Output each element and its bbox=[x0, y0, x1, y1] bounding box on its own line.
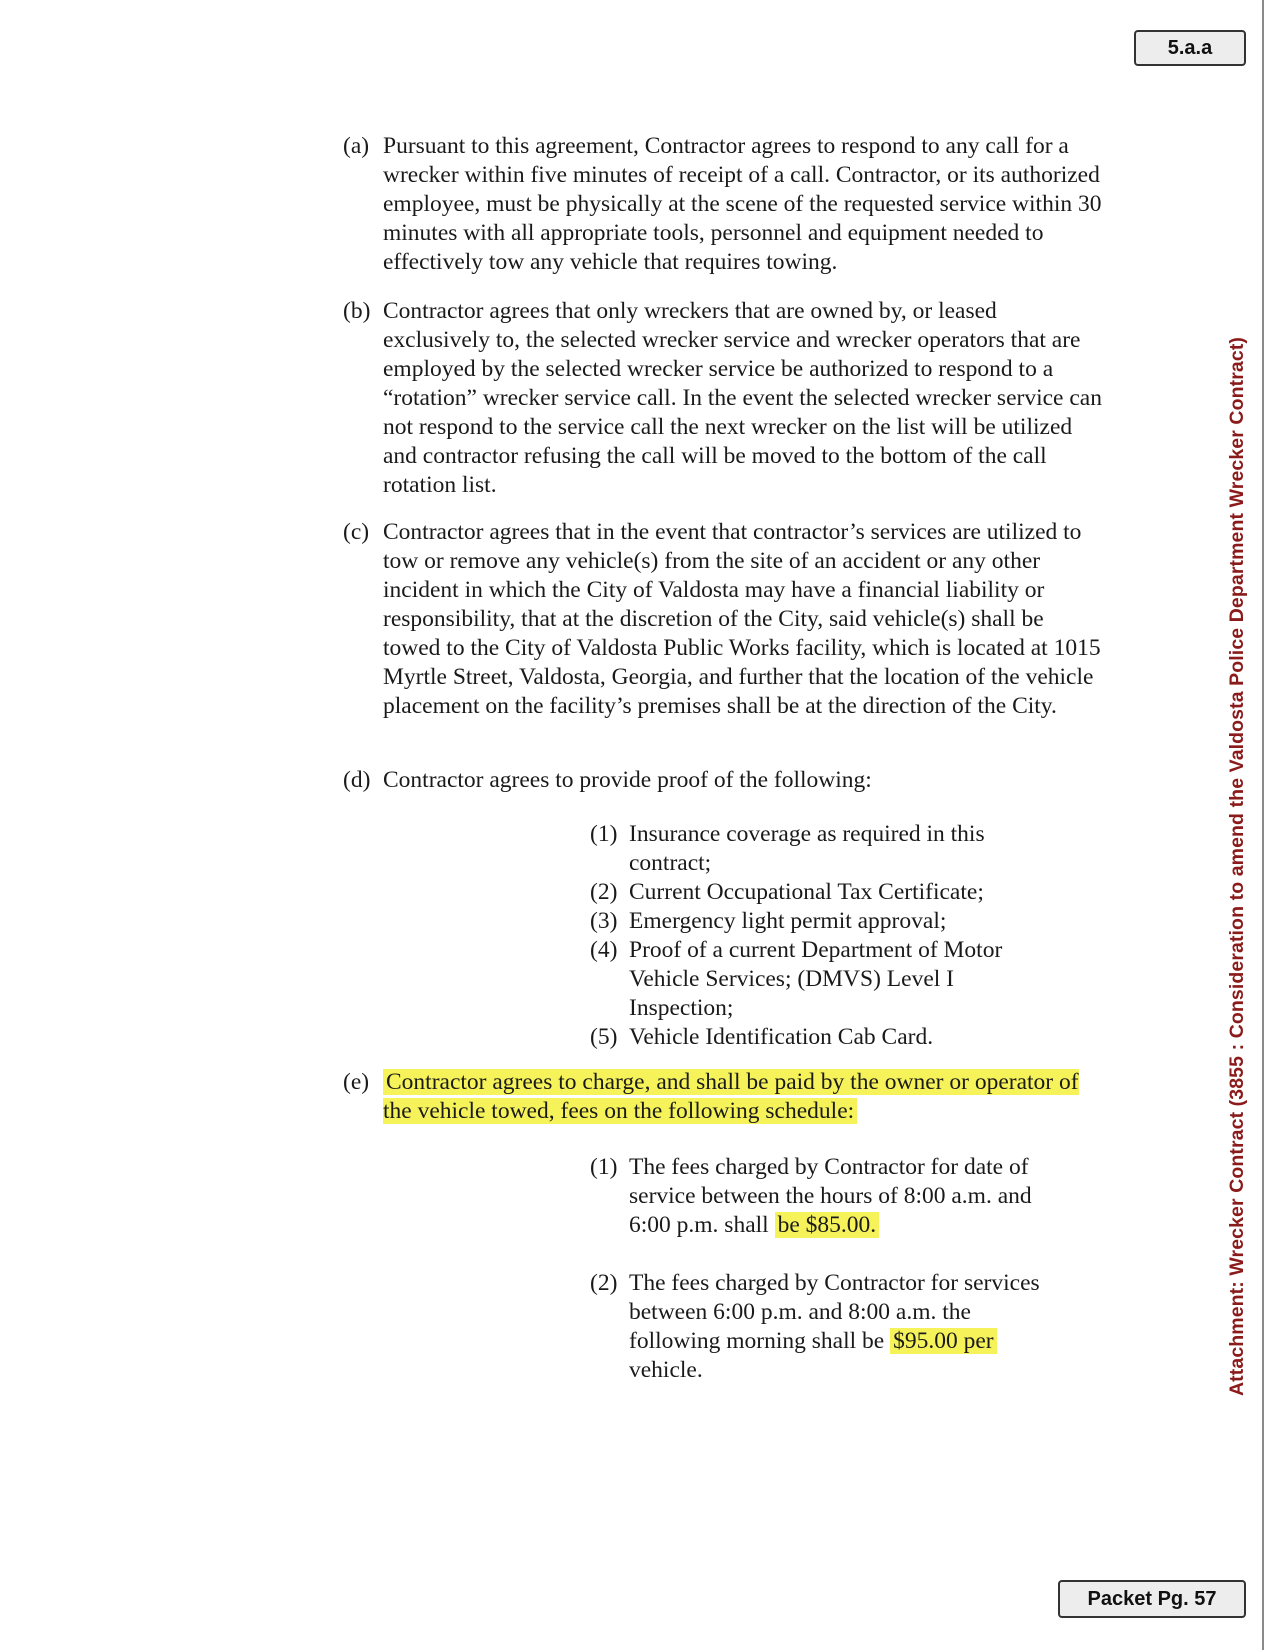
fee-text: The fees charged by Contractor for services between 6:00 p.m. and 8:00 a.m. the following morning shall be bbox=[629, 1270, 1040, 1354]
section-c-text: Contractor agrees that in the event that contractor’s services are utilized to tow or remove any vehicle(s) from the site of an accident or any other incident in which the City of Valdosta may have a financial liability or responsibility, that at the discretion of the City, said vehicle(s) shall be towed to the City of Valdosta Public Works facility, which is located at 1015 Myrtle Street, Valdosta, Georgia, and further that the location of the vehicle placement on the facility’s premises shall be at the direction of the City. bbox=[383, 519, 1101, 719]
section-d bbox=[343, 766, 1103, 795]
proof-item-text: Insurance coverage as required in this contract; bbox=[629, 821, 985, 876]
highlighted-text: Contractor agrees to charge, and shall be paid by the owner or operator of the vehicle towed, fees on the following schedule: bbox=[383, 1069, 1079, 1124]
attachment-caption: Attachment: Wrecker Contract (3855 : Consideration to amend the Valdosta Police Department Wrecker Contract) bbox=[1226, 336, 1248, 1396]
section-a-marker: (a) bbox=[343, 133, 370, 159]
section-e-text bbox=[383, 1068, 1103, 1126]
proof-item-marker: (3) bbox=[590, 908, 618, 934]
fee-item-marker: (1) bbox=[590, 1154, 618, 1180]
section-b-marker: (b) bbox=[343, 298, 371, 324]
fee-amount-highlight: be $85.00. bbox=[775, 1212, 880, 1238]
fee-item-text bbox=[629, 1153, 1050, 1240]
section-a-text: Pursuant to this agreement, Contractor agrees to respond to any call for a wrecker within five minutes of receipt of a call. Contractor, or its authorized employee, must be physically at the scene of the requested service within 30 minutes with all appropriate tools, personnel and equipment needed to effectively tow any vehicle that requires towing. bbox=[383, 133, 1102, 275]
fee-text: The fees charged by Contractor for date of service between the hours of 8:00 a.m. and 6:00 p.m. shall bbox=[629, 1154, 1032, 1238]
fee-text-after: vehicle. bbox=[629, 1357, 703, 1383]
proof-item bbox=[590, 1023, 1020, 1052]
proof-item-marker: (1) bbox=[590, 821, 618, 847]
fee-item-text bbox=[629, 1269, 1050, 1385]
section-a bbox=[343, 132, 1103, 277]
fee-schedule bbox=[590, 1153, 1050, 1385]
section-d-text: Contractor agrees to provide proof of the following: bbox=[383, 767, 872, 793]
fee-item bbox=[590, 1153, 1050, 1240]
item-tag: 5.a.a bbox=[1134, 30, 1246, 66]
proof-item bbox=[590, 907, 1020, 936]
section-d-marker: (d) bbox=[343, 767, 371, 793]
page-edge-rule bbox=[1262, 0, 1264, 1650]
fee-item bbox=[590, 1269, 1050, 1385]
proof-item-marker: (2) bbox=[590, 879, 618, 905]
proof-item-text: Vehicle Identification Cab Card. bbox=[629, 1024, 934, 1050]
proof-item bbox=[590, 878, 1020, 907]
fee-amount-highlight: $95.00 per bbox=[890, 1328, 997, 1354]
proof-item-marker: (4) bbox=[590, 937, 618, 963]
proof-item-text: Proof of a current Department of Motor Vehicle Services; (DMVS) Level I Inspection; bbox=[629, 937, 1003, 1021]
proof-item-text: Emergency light permit approval; bbox=[629, 908, 947, 934]
packet-page-number: Packet Pg. 57 bbox=[1058, 1580, 1246, 1618]
proof-item-text: Current Occupational Tax Certificate; bbox=[629, 879, 984, 905]
section-b bbox=[343, 297, 1103, 500]
section-c bbox=[343, 518, 1103, 721]
section-e-marker: (e) bbox=[343, 1069, 370, 1095]
section-e bbox=[343, 1068, 1103, 1126]
proof-list bbox=[590, 820, 1020, 1052]
section-b-text: Contractor agrees that only wreckers that are owned by, or leased exclusively to, the selected wrecker service and wrecker operators that are employed by the selected wrecker service be authorized to respond to a “rotation” wrecker service call. In the event the selected wrecker service can not respond to the service call the next wrecker on the list will be utilized and contractor refusing the call will be moved to the bottom of the call rotation list. bbox=[383, 298, 1102, 498]
fee-item-marker: (2) bbox=[590, 1270, 618, 1296]
proof-item-marker: (5) bbox=[590, 1024, 618, 1050]
proof-item bbox=[590, 820, 1020, 878]
proof-item bbox=[590, 936, 1020, 1023]
section-c-marker: (c) bbox=[343, 519, 370, 545]
